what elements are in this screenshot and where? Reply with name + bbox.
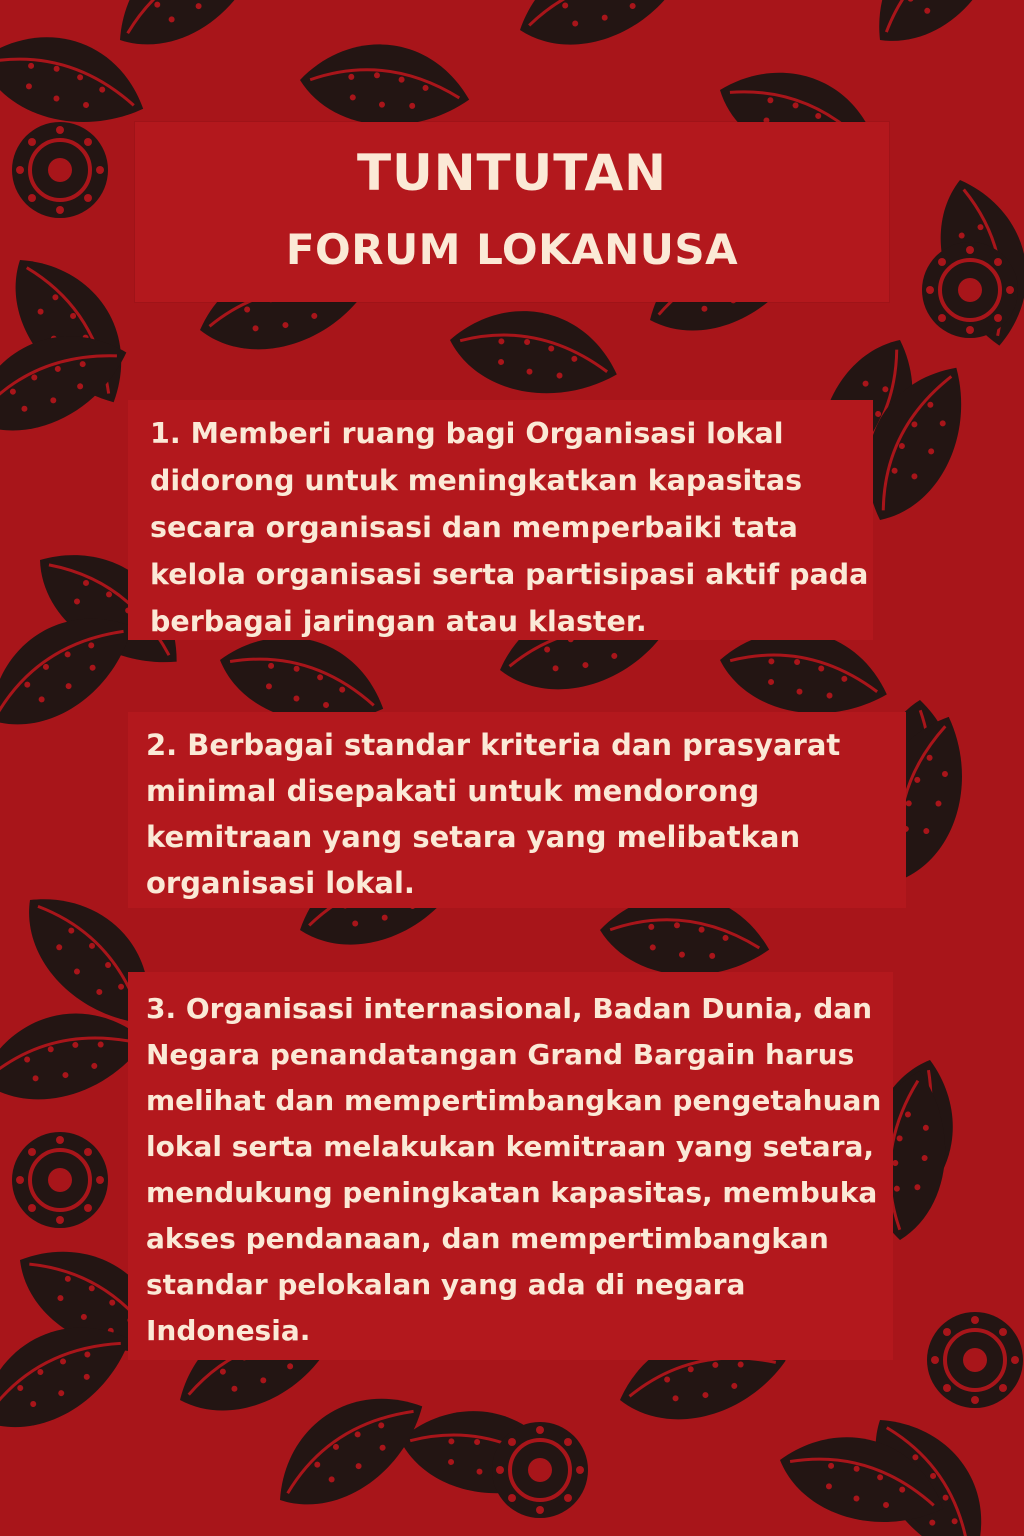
title-main: TUNTUTAN <box>356 144 668 202</box>
title-sub: FORUM LOKANUSA <box>285 225 739 274</box>
demand-point-text: 2. Berbagai standar kriteria dan prasyarat minimal disepakati untuk mendorong kemitraan yang setara yang melibatkan organisasi lokal. <box>146 728 841 900</box>
demand-point-3 <box>128 972 893 1360</box>
demand-point-text: 1. Memberi ruang bagi Organisasi lokal didorong untuk meningkatkan kapasitas secara organisasi dan memperbaiki tata kelola organisasi serta partisipasi aktif pada berbagai jaringan atau klaster. <box>150 417 869 638</box>
demand-point-2 <box>128 712 906 908</box>
title-banner <box>135 122 889 302</box>
demand-point-text: 3. Organisasi internasional, Badan Dunia, dan Negara penandatangan Grand Bargain harus melihat dan mempertimbangkan pengetahuan lokal serta melakukan kemitraan yang setara, mendukung peningkatan kapasitas, membuka akses pendanaan, dan mempertimbangkan standar pelokalan yang ada di negara Indonesia. <box>146 992 882 1347</box>
demand-point-1 <box>128 400 873 640</box>
